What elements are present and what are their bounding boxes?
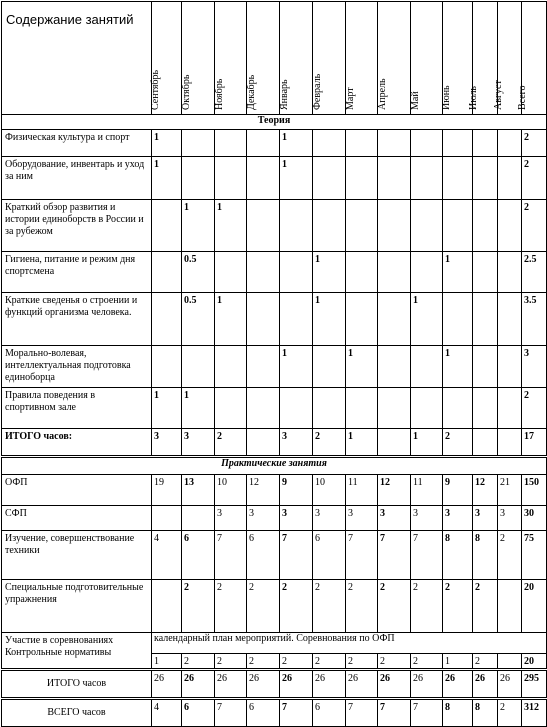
month-value: 2 bbox=[498, 531, 522, 580]
table-row bbox=[2, 475, 547, 506]
month-value: 1 bbox=[215, 200, 247, 252]
month-value: 8 bbox=[473, 531, 498, 580]
month-value bbox=[247, 388, 280, 429]
month-value: 26 bbox=[498, 670, 522, 699]
table-row bbox=[2, 506, 547, 531]
table-row bbox=[2, 252, 547, 293]
month-value: 7 bbox=[378, 699, 411, 727]
month-value: 2 bbox=[313, 429, 346, 457]
month-value bbox=[498, 346, 522, 388]
month-value: 19 bbox=[152, 475, 182, 506]
table-row bbox=[2, 580, 547, 633]
month-value: 12 bbox=[247, 475, 280, 506]
month-value bbox=[346, 200, 378, 252]
row-label: Краткий обзор развития и истории единоборств в России и за рубежом bbox=[2, 200, 152, 252]
month-value: 21 bbox=[498, 475, 522, 506]
month-value: 3 bbox=[247, 506, 280, 531]
section-label: Практические занятия bbox=[2, 457, 547, 475]
month-value: 7 bbox=[215, 531, 247, 580]
month-value: 1 bbox=[443, 252, 473, 293]
row-total: 2 bbox=[522, 130, 547, 157]
month-value: 26 bbox=[411, 670, 443, 699]
month-value bbox=[182, 130, 215, 157]
table-row bbox=[2, 200, 547, 252]
month-value: 1 bbox=[411, 293, 443, 346]
month-value bbox=[152, 293, 182, 346]
header-row bbox=[2, 2, 547, 115]
row-label: ОФП bbox=[2, 475, 152, 506]
section-row bbox=[2, 457, 547, 475]
month-value bbox=[443, 200, 473, 252]
month-value bbox=[411, 200, 443, 252]
month-value bbox=[498, 130, 522, 157]
month-value: 4 bbox=[152, 699, 182, 727]
month-value bbox=[473, 388, 498, 429]
month-value bbox=[247, 157, 280, 200]
month-header: Август bbox=[498, 2, 522, 115]
month-value bbox=[152, 580, 182, 633]
month-value bbox=[473, 200, 498, 252]
month-value bbox=[378, 200, 411, 252]
month-value bbox=[498, 580, 522, 633]
month-value bbox=[152, 200, 182, 252]
month-value: 7 bbox=[346, 699, 378, 727]
month-value: 7 bbox=[411, 699, 443, 727]
month-value bbox=[498, 293, 522, 346]
month-value bbox=[411, 130, 443, 157]
month-value: 2 bbox=[247, 654, 280, 670]
month-value: 26 bbox=[182, 670, 215, 699]
month-value: 2 bbox=[411, 580, 443, 633]
month-value: 26 bbox=[378, 670, 411, 699]
month-value: 3 bbox=[473, 506, 498, 531]
month-value: 2 bbox=[182, 654, 215, 670]
month-value bbox=[473, 130, 498, 157]
month-value bbox=[247, 346, 280, 388]
month-value: 7 bbox=[378, 531, 411, 580]
table-row bbox=[2, 429, 547, 457]
month-value bbox=[152, 506, 182, 531]
row-total: 295 bbox=[522, 670, 547, 699]
row-label: ИТОГО часов: bbox=[2, 429, 152, 457]
month-value: 7 bbox=[215, 699, 247, 727]
month-value: 1 bbox=[346, 346, 378, 388]
month-value bbox=[215, 346, 247, 388]
month-value bbox=[411, 252, 443, 293]
month-value: 1 bbox=[152, 388, 182, 429]
month-value: 2 bbox=[498, 699, 522, 727]
month-value: 26 bbox=[152, 670, 182, 699]
month-value: 6 bbox=[182, 699, 215, 727]
month-value: 9 bbox=[443, 475, 473, 506]
row-total: 312 bbox=[522, 699, 547, 727]
month-value bbox=[443, 293, 473, 346]
month-value bbox=[498, 200, 522, 252]
month-value: 1 bbox=[443, 654, 473, 670]
table-row bbox=[2, 388, 547, 429]
month-value bbox=[473, 157, 498, 200]
month-value: 6 bbox=[313, 699, 346, 727]
row-label: Морально-волевая, интеллектуальная подготовка единоборца bbox=[2, 346, 152, 388]
month-value bbox=[247, 293, 280, 346]
row-label: Изучение, совершенствование техники bbox=[2, 531, 152, 580]
month-value: 4 bbox=[152, 531, 182, 580]
month-value: 2 bbox=[346, 654, 378, 670]
month-value: 2 bbox=[473, 654, 498, 670]
table-row bbox=[2, 293, 547, 346]
month-value: 7 bbox=[280, 699, 313, 727]
month-value: 26 bbox=[247, 670, 280, 699]
month-value: 1 bbox=[152, 130, 182, 157]
month-value bbox=[215, 252, 247, 293]
month-value: 1 bbox=[313, 293, 346, 346]
month-value bbox=[346, 388, 378, 429]
month-value bbox=[498, 654, 522, 670]
month-header: Июль bbox=[473, 2, 498, 115]
month-value: 6 bbox=[247, 699, 280, 727]
month-value: 1 bbox=[313, 252, 346, 293]
competitions-note: календарный план мероприятий. Соревнования по ОФП bbox=[152, 633, 547, 654]
month-value: 13 bbox=[182, 475, 215, 506]
month-value: 8 bbox=[443, 531, 473, 580]
month-value: 1 bbox=[152, 157, 182, 200]
month-value: 2 bbox=[280, 580, 313, 633]
month-value bbox=[182, 346, 215, 388]
month-value: 2 bbox=[346, 580, 378, 633]
month-header: Май bbox=[411, 2, 443, 115]
month-value bbox=[215, 388, 247, 429]
month-header: Сентябрь bbox=[152, 2, 182, 115]
row-total: 17 bbox=[522, 429, 547, 457]
month-value: 3 bbox=[411, 506, 443, 531]
month-value bbox=[313, 346, 346, 388]
month-value: 3 bbox=[152, 429, 182, 457]
month-value bbox=[182, 506, 215, 531]
month-value: 3 bbox=[498, 506, 522, 531]
month-value: 12 bbox=[473, 475, 498, 506]
month-value bbox=[215, 130, 247, 157]
month-value: 2 bbox=[247, 580, 280, 633]
month-value bbox=[378, 429, 411, 457]
total-header: Всего bbox=[522, 2, 547, 115]
month-value: 2 bbox=[378, 580, 411, 633]
row-total: 150 bbox=[522, 475, 547, 506]
month-value: 6 bbox=[247, 531, 280, 580]
month-value bbox=[378, 252, 411, 293]
month-value: 8 bbox=[443, 699, 473, 727]
month-value bbox=[378, 388, 411, 429]
month-value: 26 bbox=[473, 670, 498, 699]
schedule-table bbox=[1, 1, 547, 727]
month-value bbox=[346, 157, 378, 200]
month-value: 3 bbox=[378, 506, 411, 531]
table-row bbox=[2, 531, 547, 580]
month-value bbox=[378, 346, 411, 388]
month-value bbox=[247, 429, 280, 457]
month-value: 0.5 bbox=[182, 252, 215, 293]
table-row bbox=[2, 346, 547, 388]
row-total: 30 bbox=[522, 506, 547, 531]
month-value bbox=[498, 429, 522, 457]
section-row bbox=[2, 115, 547, 130]
month-value bbox=[313, 130, 346, 157]
month-value: 7 bbox=[280, 531, 313, 580]
month-value: 2 bbox=[313, 580, 346, 633]
month-value: 3 bbox=[182, 429, 215, 457]
row-label: Краткие сведенья о строении и функций организма человека. bbox=[2, 293, 152, 346]
month-value bbox=[473, 346, 498, 388]
month-value bbox=[280, 388, 313, 429]
month-value: 1 bbox=[280, 130, 313, 157]
row-total: 20 bbox=[522, 580, 547, 633]
row-total: 2.5 bbox=[522, 252, 547, 293]
month-header: Июнь bbox=[443, 2, 473, 115]
row-label: Правила поведения в спортивном зале bbox=[2, 388, 152, 429]
row-total: 3.5 bbox=[522, 293, 547, 346]
row-label: СФП bbox=[2, 506, 152, 531]
month-value bbox=[498, 252, 522, 293]
month-header: Январь bbox=[280, 2, 313, 115]
month-value: 1 bbox=[152, 654, 182, 670]
month-value bbox=[378, 130, 411, 157]
month-value: 1 bbox=[182, 388, 215, 429]
row-label: ИТОГО часов bbox=[2, 670, 152, 699]
competitions-row bbox=[2, 633, 547, 654]
month-header: Февраль bbox=[313, 2, 346, 115]
month-value bbox=[247, 252, 280, 293]
row-label: Оборудование, инвентарь и уход за ним bbox=[2, 157, 152, 200]
table-row bbox=[2, 670, 547, 699]
month-value: 26 bbox=[346, 670, 378, 699]
month-value bbox=[280, 200, 313, 252]
month-value: 2 bbox=[182, 580, 215, 633]
month-value bbox=[473, 429, 498, 457]
month-value: 2 bbox=[378, 654, 411, 670]
row-total: 3 bbox=[522, 346, 547, 388]
month-value bbox=[247, 200, 280, 252]
month-value: 1 bbox=[443, 346, 473, 388]
row-label: Гигиена, питание и режим дня спортсмена bbox=[2, 252, 152, 293]
schedule-page bbox=[1, 1, 546, 718]
month-value: 2 bbox=[443, 429, 473, 457]
month-value: 2 bbox=[215, 429, 247, 457]
row-total: 20 bbox=[522, 654, 547, 670]
month-value bbox=[152, 252, 182, 293]
month-value bbox=[411, 157, 443, 200]
month-value bbox=[473, 252, 498, 293]
table-row bbox=[2, 157, 547, 200]
month-value: 10 bbox=[215, 475, 247, 506]
month-value: 2 bbox=[313, 654, 346, 670]
month-value: 8 bbox=[473, 699, 498, 727]
month-value bbox=[152, 346, 182, 388]
row-label: Специальные подготовительные упражнения bbox=[2, 580, 152, 633]
row-label: Физическая культура и спорт bbox=[2, 130, 152, 157]
month-value bbox=[313, 200, 346, 252]
month-value bbox=[443, 157, 473, 200]
month-header: Октябрь bbox=[182, 2, 215, 115]
month-value: 3 bbox=[346, 506, 378, 531]
month-value bbox=[411, 346, 443, 388]
month-value: 3 bbox=[313, 506, 346, 531]
month-value: 26 bbox=[313, 670, 346, 699]
month-value: 10 bbox=[313, 475, 346, 506]
month-value: 1 bbox=[215, 293, 247, 346]
month-value: 6 bbox=[313, 531, 346, 580]
month-value bbox=[411, 388, 443, 429]
month-value: 11 bbox=[411, 475, 443, 506]
month-value: 6 bbox=[182, 531, 215, 580]
month-value bbox=[182, 157, 215, 200]
month-value bbox=[215, 157, 247, 200]
month-value bbox=[346, 130, 378, 157]
month-value: 12 bbox=[378, 475, 411, 506]
month-value: 3 bbox=[280, 506, 313, 531]
month-value: 7 bbox=[346, 531, 378, 580]
month-header: Ноябрь bbox=[215, 2, 247, 115]
month-value bbox=[280, 293, 313, 346]
row-total: 2 bbox=[522, 200, 547, 252]
table-row bbox=[2, 699, 547, 727]
month-value: 0.5 bbox=[182, 293, 215, 346]
month-value bbox=[498, 157, 522, 200]
month-value: 2 bbox=[473, 580, 498, 633]
table-row bbox=[2, 130, 547, 157]
month-value: 1 bbox=[346, 429, 378, 457]
month-value bbox=[473, 293, 498, 346]
month-header: Декабрь bbox=[247, 2, 280, 115]
month-value: 26 bbox=[215, 670, 247, 699]
row-total: 75 bbox=[522, 531, 547, 580]
month-value bbox=[498, 388, 522, 429]
row-total: 2 bbox=[522, 157, 547, 200]
month-value: 11 bbox=[346, 475, 378, 506]
month-value: 1 bbox=[280, 157, 313, 200]
month-value: 2 bbox=[411, 654, 443, 670]
month-value bbox=[443, 388, 473, 429]
month-value: 2 bbox=[443, 580, 473, 633]
month-value: 1 bbox=[280, 346, 313, 388]
month-value: 3 bbox=[215, 506, 247, 531]
month-header: Апрель bbox=[378, 2, 411, 115]
row-total: 2 bbox=[522, 388, 547, 429]
header-title: Содержание занятий bbox=[2, 2, 152, 115]
month-value: 3 bbox=[443, 506, 473, 531]
month-value: 2 bbox=[215, 580, 247, 633]
month-value bbox=[280, 252, 313, 293]
month-value bbox=[313, 388, 346, 429]
month-value: 7 bbox=[411, 531, 443, 580]
month-value: 1 bbox=[411, 429, 443, 457]
month-header: Март bbox=[346, 2, 378, 115]
month-value: 2 bbox=[215, 654, 247, 670]
month-value bbox=[378, 293, 411, 346]
row-label: ВСЕГО часов bbox=[2, 699, 152, 727]
month-value bbox=[346, 293, 378, 346]
month-value: 9 bbox=[280, 475, 313, 506]
month-value bbox=[313, 157, 346, 200]
section-label: Теория bbox=[2, 115, 547, 130]
month-value: 2 bbox=[280, 654, 313, 670]
month-value bbox=[247, 130, 280, 157]
row-label: Участие в соревнованиях Контрольные нормативы bbox=[2, 633, 152, 670]
month-value: 1 bbox=[182, 200, 215, 252]
month-value bbox=[378, 157, 411, 200]
month-value: 3 bbox=[280, 429, 313, 457]
month-value: 26 bbox=[443, 670, 473, 699]
month-value bbox=[346, 252, 378, 293]
month-value: 26 bbox=[280, 670, 313, 699]
month-value bbox=[443, 130, 473, 157]
